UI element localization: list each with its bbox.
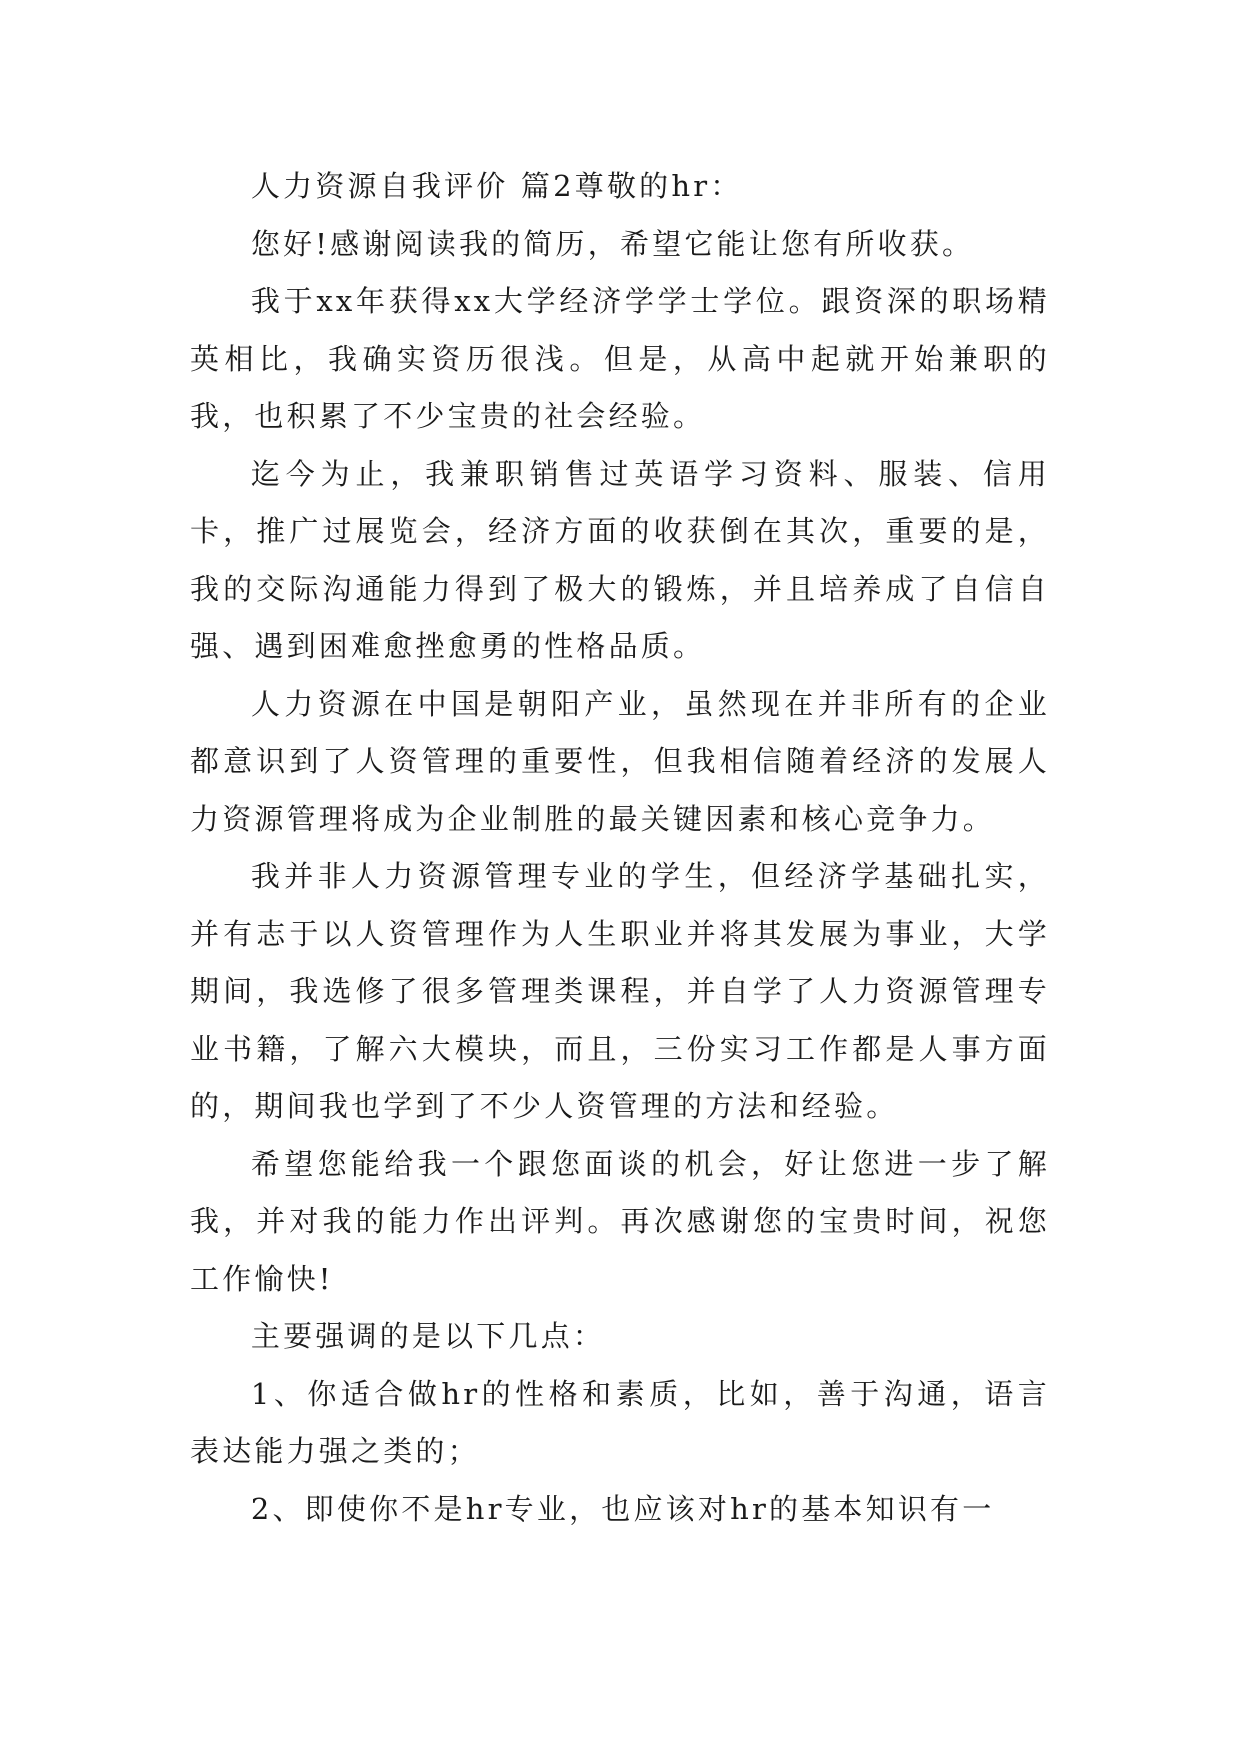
paragraph-point-2: 2、即使你不是hr专业，也应该对hr的基本知识有一 [250, 1491, 995, 1526]
paragraph-education: 我于xx年获得xx大学经济学学士学位。跟资深的职场精英相比，我确实资历很浅。但是，从高中起就开始兼职的我，也积累了不少宝贵的社会经验。 [190, 284, 1050, 433]
document-body [190, 158, 1050, 1538]
paragraph-background: 我并非人力资源管理专业的学生，但经济学基础扎实，并有志于以人资管理作为人生职业并将其发展为事业，大学期间，我选修了很多管理类课程，并自学了人力资源管理专业书籍，了解六大模块，而且，三份实习工作都是人事方面的，期间我也学到了不少人资管理的方法和经验。 [190, 859, 1050, 1123]
paragraph-greeting: 您好!感谢阅读我的简历，希望它能让您有所收获。 [250, 226, 975, 261]
paragraph-point-1: 1、你适合做hr的性格和素质，比如，善于沟通，语言表达能力强之类的； [190, 1376, 1050, 1468]
paragraph-key-points-heading: 主要强调的是以下几点： [250, 1319, 606, 1353]
paragraph-industry: 人力资源在中国是朝阳产业，虽然现在并非所有的企业都意识到了人资管理的重要性，但我相信随着经济的发展人力资源管理将成为企业制胜的最关键因素和核心竞争力。 [190, 686, 1050, 836]
paragraph-title: 人力资源自我评价 篇2尊敬的hr： [250, 169, 743, 203]
paragraph-closing: 希望您能给我一个跟您面谈的机会，好让您进一步了解我，并对我的能力作出评判。再次感谢您的宝贵时间，祝您工作愉快! [190, 1146, 1050, 1296]
paragraph-experience: 迄今为止，我兼职销售过英语学习资料、服装、信用卡，推广过展览会，经济方面的收获倒在其次，重要的是，我的交际沟通能力得到了极大的锻炼，并且培养成了自信自强、遇到困难愈挫愈勇的性格品质。 [190, 456, 1050, 663]
